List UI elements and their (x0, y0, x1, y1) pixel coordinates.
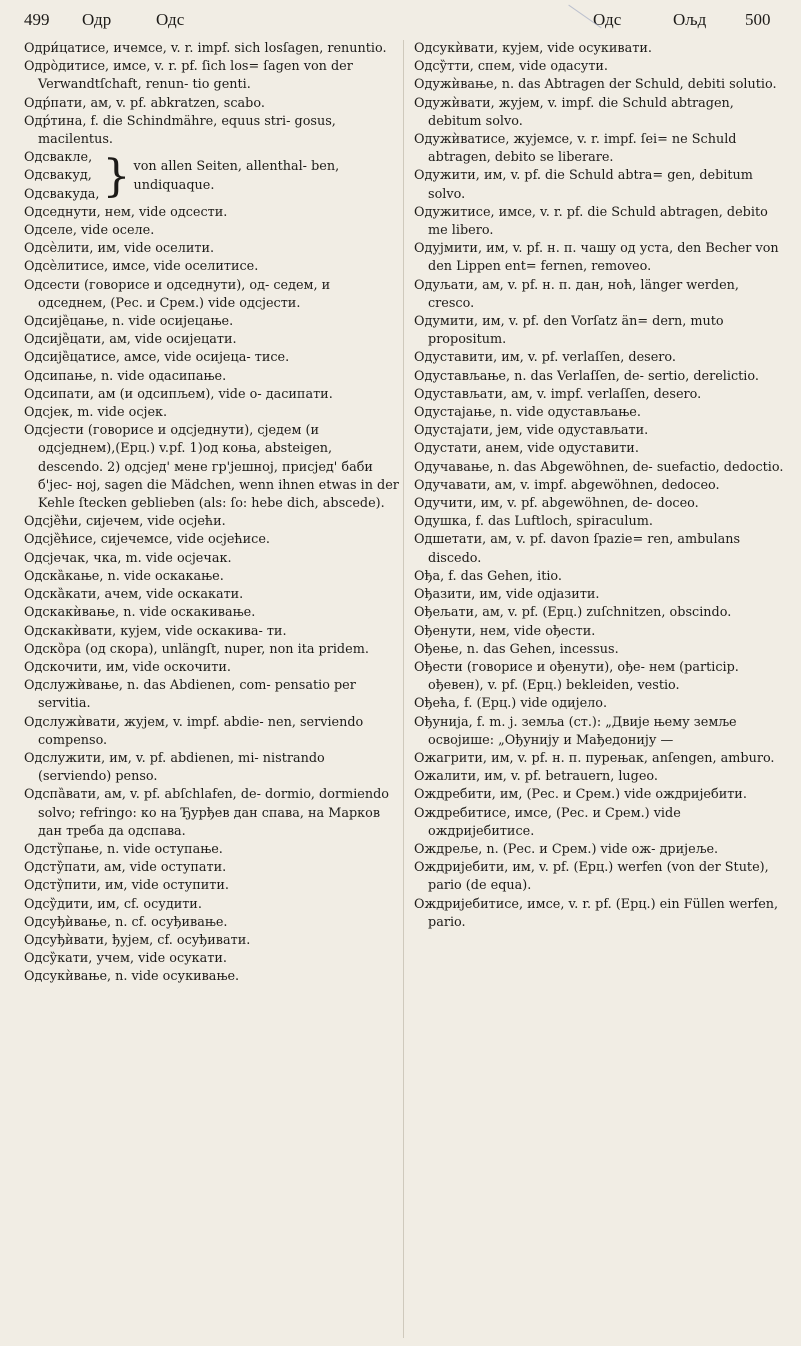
dictionary-entry: Одучавање, n. das Abgewöhnen, de- suefactio, dedoctio. (414, 459, 784, 475)
dictionary-entry: Одсје̏ћисе, сијечемсе, vide осјећисе. (24, 532, 270, 548)
dictionary-entry: Одсукѝвање, n. vide осукивање. (24, 969, 240, 985)
guide-word-right-1: Одс (593, 10, 622, 29)
dictionary-entry: Одселе, vide оселе. (24, 223, 155, 239)
dictionary-entry: Одсје̏ћи, сијечем, vide осјећи. (24, 514, 226, 530)
dictionary-entry: Одсу̏тти, спем, vide одасути. (414, 59, 608, 75)
dictionary-entry: Одро̀дитисе, имсе, v. r. pf. ſich los= ſagen von der Verwandtſchaft, renun- tio genti. (24, 59, 353, 93)
dictionary-entry: Одужѝватисе, жујемсе, v. r. impf. ſei= ne Schuld abtragen, debito se liberare. (414, 132, 737, 166)
dictionary-entry: Ођунија, f. m. j. земља (ст.): „Двије њему земље освојише: „Ођунију и Мађедонију — (414, 714, 737, 748)
dictionary-entry: Одустављање, n. das Verlaſſen, de- sertio, derelictio. (414, 368, 759, 384)
dictionary-entry: Одсу̏кати, учем, vide осукати. (24, 951, 227, 967)
page-number-left: 499 (24, 10, 50, 29)
dictionary-entry: Одслужѝвање, n. das Abdienen, com- pensatio per servitia. (24, 678, 356, 712)
dictionary-entry: Одсѐлити, им, vide оселити. (24, 241, 215, 257)
curly-brace: } (102, 150, 131, 202)
dictionary-entry: Одсије̏цати, ам, vide осијецати. (24, 332, 237, 348)
dictionary-entry: Ођести (говорисе и ођенути), ође- нем (particip. ођевен), v. pf. (Ерц.) bekleiden, vestio. (414, 659, 739, 694)
dictionary-entry: Одсѐлитисе, имсе, vide оселитисе. (24, 259, 259, 275)
dictionary-entry: Одумити, им, v. pf. den Vorſatz än= dern, muto propositum. (414, 314, 724, 348)
dictionary-entry: Ожалити, им, v. pf. betrauern, lugeo. (414, 769, 658, 785)
dictionary-entry: Ођећа, f. (Ерц.) vide одијело. (414, 696, 608, 712)
dictionary-entry: Ођазити, им, vide одјазити. (414, 587, 600, 603)
left-column (24, 40, 399, 987)
dictionary-entry: Одустајање, n. vide одустављање. (414, 405, 641, 421)
column-divider (403, 40, 404, 1338)
headword-variant: Одсвакуд, (24, 168, 92, 184)
dictionary-entry: Одујмити, им, v. pf. н. п. чашу од уста, den Becher von den Lippen ent= fernen, removeo. (414, 241, 779, 275)
dictionary-entry: Одустајати, јем, vide одустављати. (414, 423, 649, 439)
dictionary-entry: Ођељати, ам, v. pf. (Ерц.) zuſchnitzen, obscindo. (414, 605, 732, 621)
dictionary-entry: Ођа, f. das Gehen, itio. (414, 568, 562, 584)
guide-word-left-2: Одс (156, 10, 185, 29)
dictionary-entry: Одсипање, n. vide одасипање. (24, 368, 227, 384)
dictionary-entry: Ождребитисе, имсе, (Рес. и Срем.) vide ождријебитисе. (414, 805, 681, 839)
dictionary-entry: Ођенути, нем, vide ођести. (414, 623, 596, 639)
right-column (414, 40, 789, 932)
dictionary-entry: Одсту̏пити, им, vide оступити. (24, 878, 229, 894)
page-number-right: 500 (745, 10, 771, 29)
dictionary-entry: Одсије̏цатисе, амсе, vide осијеца- тисе. (24, 350, 290, 366)
headword-variants (24, 149, 99, 204)
dictionary-entry: Одр́тина, f. die Schindmähre, equus stri- gosus, macilentus. (24, 113, 336, 148)
headword-variant: Одсвакле, (24, 150, 93, 166)
grouped-definition: von allen Seiten, allenthal- ben, undiquaque. (133, 159, 340, 193)
dictionary-entry: Одр́пати, ам, v. pf. abkratzen, scabo. (24, 95, 265, 111)
dictionary-entry: Одужѝвати, жујем, v. impf. die Schuld abtragen, debitum solvo. (414, 95, 734, 129)
dictionary-entry: Одустати, анем, vide одуставити. (414, 441, 639, 457)
dictionary-entry: Одсије̏цање, n. vide осијецање. (24, 314, 234, 330)
dictionary-entry: Одсјечак, чка, m. vide осјечак. (24, 550, 232, 566)
dictionary-entry: Ождријебитисе, имсе, v. r. pf. (Ерц.) ein Füllen werfen, pario. (414, 896, 779, 930)
dictionary-entry: Одскочити, им, vide оскочити. (24, 659, 231, 675)
dictionary-entry: Одри́цатисе, ичемсе, v. r. impf. sich losſagen, renuntio. (24, 41, 387, 56)
dictionary-entry: Одспа̏вати, ам, v. pf. abſchlafen, de- dormio, dormiendo solvo; refringo: ко на Ђурђев дан спава, на Марков дан треба да одспава. (24, 787, 390, 839)
dictionary-entry: Одслужѝвати, жујем, v. impf. abdie- nen, serviendo compenso. (24, 714, 364, 748)
dictionary-entry: Одужити, им, v. pf. die Schuld abtra= gen, debitum solvo. (414, 168, 753, 202)
dictionary-entry: Одсту̏пати, ам, vide оступати. (24, 860, 227, 876)
dictionary-entry: Одскакѝвање, n. vide оскакивање. (24, 605, 256, 621)
dictionary-entry: Одсуђѝвање, n. cf. осуђивање. (24, 914, 228, 930)
guide-word-right-2: Ољд (673, 10, 707, 29)
dictionary-entry: Одучавати, ам, v. impf. abgewöhnen, dedoceo. (414, 477, 720, 493)
dictionary-entry: Ожагрити, им, v. pf. н. п. пурењак, anſengen, amburo. (414, 750, 775, 766)
dictionary-entry: Одсјести (говорисе и одсједнути), сједем (и одсједнем),(Ерц.) v.pf. 1)од коња, absteigen, descendo. 2) одсјед' мене гр'јешној, присјед' баби б'јес- ној, sagen die Mädchen, wenn ihnen etwas in der Kehle ſtecken geblieben (als: ſo: hebe dich, abscede). (24, 423, 399, 512)
dictionary-entry: Одуставити, им, v. pf. verlaſſen, desero. (414, 350, 676, 366)
dictionary-entry: Одужѝвање, n. das Abtragen der Schuld, debiti solutio. (414, 77, 777, 93)
headword-variant: Одсвакуда, (24, 186, 100, 202)
dictionary-entry: Одсести (говорисе и одседнути), од- седем, и одседнем, (Рес. и Срем.) vide одсјести. (24, 277, 331, 311)
dictionary-entry: Одслужити, им, v. pf. abdienen, mi- nistrando (serviendo) penso. (24, 750, 325, 785)
dictionary-entry: Одшетати, ам, v. pf. davon ſpazie= ren, ambulans discedo. (414, 532, 741, 566)
dictionary-entry: Одужитисе, имсе, v. r. pf. die Schuld abtragen, debito me libero. (414, 204, 768, 239)
dictionary-entry: Ождреље, n. (Рес. и Срем.) vide ож- дријеље. (414, 841, 719, 857)
dictionary-entry: Одсуђѝвати, ђујем, cf. осуђивати. (24, 932, 251, 948)
dictionary-entry: Одскакѝвати, кујем, vide оскакива- ти. (24, 623, 287, 639)
dictionary-entry: Одучити, им, v. pf. abgewöhnen, de- doceo. (414, 496, 699, 512)
dictionary-entry: Одуљати, ам, v. pf. н. п. дан, ноћ, länger werden, cresco. (414, 277, 739, 311)
dictionary-entry: Одско̏ра (од скора), unlängſt, nuper, non ita pridem. (24, 641, 369, 657)
dictionary-entry: Одсипати, ам (и одсипљем), vide о- дасипати. (24, 386, 333, 402)
dictionary-entry: Одустављати, ам, v. impf. verlaſſen, desero. (414, 386, 702, 402)
dictionary-entry: Одска̏кање, n. vide оскакање. (24, 568, 224, 584)
dictionary-entry: Ождребити, им, (Рес. и Срем.) vide ождријебити. (414, 787, 747, 803)
grouped-entry (24, 149, 399, 204)
dictionary-entry: Одушка, f. das Luftloch, spiraculum. (414, 514, 653, 530)
dictionary-entry: Одска̏кати, ачем, vide оскакати. (24, 587, 244, 603)
dictionary-entry: Ођење, n. das Gehen, incessus. (414, 641, 619, 657)
dictionary-entry: Одсту̏пање, n. vide оступање. (24, 841, 223, 857)
guide-word-left-1: Одр (82, 10, 112, 29)
dictionary-entry: Одсу̏дити, им, cf. осудити. (24, 896, 202, 912)
dictionary-entry: Ождријебити, им, v. pf. (Ерц.) werfen (von der Stute), pario (de equa). (414, 860, 769, 894)
dictionary-entry: Одседнути, нем, vide одсести. (24, 204, 228, 220)
running-header (0, 10, 801, 34)
dictionary-entry: Одсукѝвати, кујем, vide осукивати. (414, 41, 652, 56)
dictionary-entry: Одсјек, m. vide осјек. (24, 405, 168, 421)
